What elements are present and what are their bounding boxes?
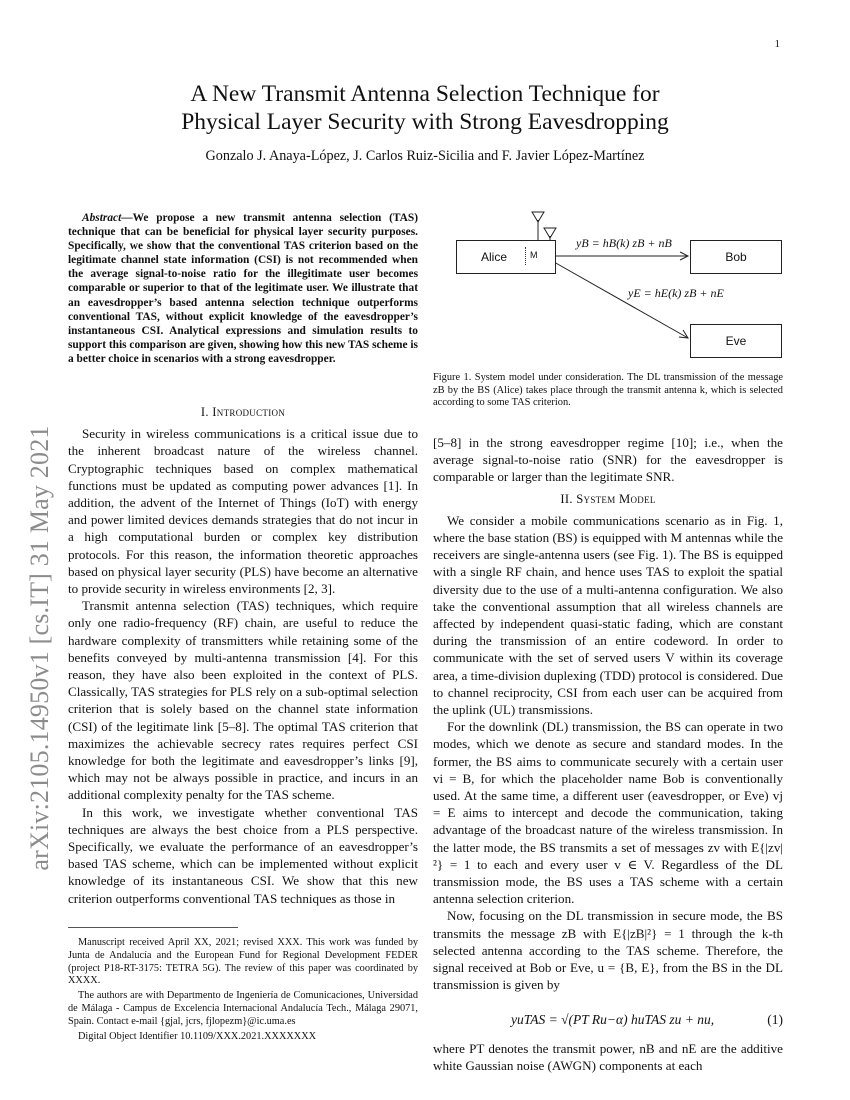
equation-body: yuTAS = √(PT Ru−α) huTAS zu + nu, [511,1012,715,1027]
footnote-divider [68,927,238,928]
intro-paragraph: In this work, we investigate whether conventional TAS techniques are always the best choice from a PLS perspective. Specifically, we evaluate the performance of an eavesdropper’s based TAS scheme, which can be implemented without explicit knowledge of its instantaneous CSI. We show that this new criterion outperforms conventional TAS techniques as those in [68,804,418,906]
section-system-model [433,434,783,994]
eve-signal-equation: yE = hE(k) zB + nE [628,286,724,300]
system-model-figure [448,206,782,362]
antenna-count-label: M [530,250,538,260]
bob-node [690,240,782,274]
eve-label: Eve [725,334,747,348]
system-model-paragraph: For the downlink (DL) transmission, the BS can operate in two modes, which we denote as secure and standard modes. In the former, the BS aims to communicate securely with a certain user vi = B, for which the placeholder name Bob is conventionally used. At the same time, a different user (eavesdropper, or Eve) vj = E aims to intercept and decode the communication, taking advantage of the broadcast nature of the wireless transmission. In the latter mode, the BS transmits a set of messages zv with E{|zv|²} = 1 to each and every user v ∈ V. Regardless of the DL transmission mode, the BS uses a TAS scheme with a certain antenna selection criterion. [433,719,783,907]
figure-caption: Figure 1. System model under consideration. The DL transmission of the message zB by the BS (Alice) takes place through the transmit antenna k, which is selected according to some TAS criterion. [433,372,783,409]
intro-paragraph: Security in wireless communications is a critical issue due to the inherent broadcast nature of the wireless channel. Cryptographic techniques based on complex mathematical functions must be updated as computing power advances [1]. In addition, the advent of the Internet of Things (IoT) with energy and power limited devices demands strategies that do not incur in a high computational burden or complex key distribution protocols. For this reason, the information theoretic approaches based on physical layer security (PLS) have become an alternative to provide security in wireless environments [2, 3]. [68,426,418,597]
paper-title [70,80,780,136]
intro-continuation: [5–8] in the strong eavesdropper regime [10]; i.e., when the average signal-to-noise ratio (SNR) for the eavesdropper is comparable or larger than the legitimate SNR. [433,435,783,485]
equation-number: (1) [767,1012,783,1027]
footnote-affiliation: The authors are with Departmento de Ingeniería de Comunicaciones, Universidad de Málaga - Campus de Excelencia Internacional Andalucía Tech., Málaga 29071, Spain. Contact e-mail {gjal, jcrs, fjlopezm}@ic.uma.es [68,990,418,1027]
section-2-heading: II. System Model [560,491,656,506]
bob-signal-equation: yB = hB(k) zB + nB [576,236,672,250]
system-model-paragraph: where PT denotes the transmit power, nB and nE are the additive white Gaussian noise (AWGN) components at each [433,1041,783,1074]
footnotes [68,937,418,1045]
bob-label: Bob [725,250,747,264]
abstract [68,211,418,366]
abstract-label: Abstract [82,212,122,224]
footnote-manuscript: Manuscript received April XX, 2021; revised XXX. This work was funded by Junta de Andalucía and the European Fund for Regional Development FEDER (project P18-RT-3175: TETRA 5G). The review of this paper was coordinated by XXXX. [68,937,418,987]
arxiv-stamp: arXiv:2105.14950v1 [cs.IT] 31 May 2021 [25,425,54,871]
intro-paragraph: Transmit antenna selection (TAS) techniques, which require only one radio-frequency (RF) chain, are useful to reduce the hardware complexity of transmitters while retaining some of the benefits conveyed by multi-antenna transmission [4]. For this reason, they have also been exploited in the context of PLS. Classically, TAS strategies for PLS rely on a sub-optimal selection criterion that is solely based on the channel state information (CSI) of the legitimate link [5–8]. The optimal TAS criterion that maximizes the achievable secrecy rates requires perfect CSI knowledge for both the legitimate and eavesdropper’s links [9], which may not be always possible in practice, and incurs in an additional complexity penalty for the TAS scheme. [68,598,418,803]
section-1-heading: I. Introduction [200,405,286,419]
system-model-tail [433,1040,783,1074]
eve-node [690,324,782,358]
title-line-1: A New Transmit Antenna Selection Technique for [190,81,660,107]
alice-label: Alice [480,250,507,264]
title-line-2: Physical Layer Security with Strong Eavesdropping [181,109,669,135]
page-number: 1 [774,38,780,50]
abstract-text: —We propose a new transmit antenna selection (TAS) technique that can be beneficial for physical layer security purposes. Specifically, we show that the conventional TAS criterion based on the legitimate channel state information (CSI) is not recommended when the average signal-to-noise ratio for the illegitimate user becomes comparable or superior to that of the legitimate user. We illustrate that an eavesdropper’s based antenna selection technique outperforms conventional TAS, without explicit knowledge of the eavesdropper’s instantaneous CSI. Analytical expressions and simulation results to support this comparison are given, showing how this new TAS scheme is a better choice in scenarios with a strong eavesdropper. [68,212,418,365]
system-model-paragraph: Now, focusing on the DL transmission in secure mode, the BS transmits the message zB with E{|zB|²} = 1 through the k-th selected antenna according to the TAS scheme. Therefore, the signal received at Bob or Eve, u = {B, E}, from the BS in the DL transmission is given by [433,908,783,993]
section-introduction [68,404,418,907]
system-model-paragraph: We consider a mobile communications scenario as in Fig. 1, where the base station (BS) is equipped with M antennas while the receivers are single-antenna users (see Fig. 1). The BS is equipped with a single RF chain, and hence uses TAS to exploit the spatial diversity due to the use of a multi-antenna configuration. We also take the conventional assumption that all wireless channels are affected by independent quasi-static fading, which are constant during the transmission of an entire codeword. In order to communicate with the set of served users V within its coverage area, a time-division duplexing (TDD) protocol is considered. Due to channel reciprocity, CSI from each user can be acquired from the uplink (UL) transmissions. [433,512,783,718]
author-list: Gonzalo J. Anaya-López, J. Carlos Ruiz-Sicilia and F. Javier López-Martínez [205,148,645,164]
footnote-doi: Digital Object Identifier 10.1109/XXX.2021.XXXXXXX [78,1030,317,1042]
